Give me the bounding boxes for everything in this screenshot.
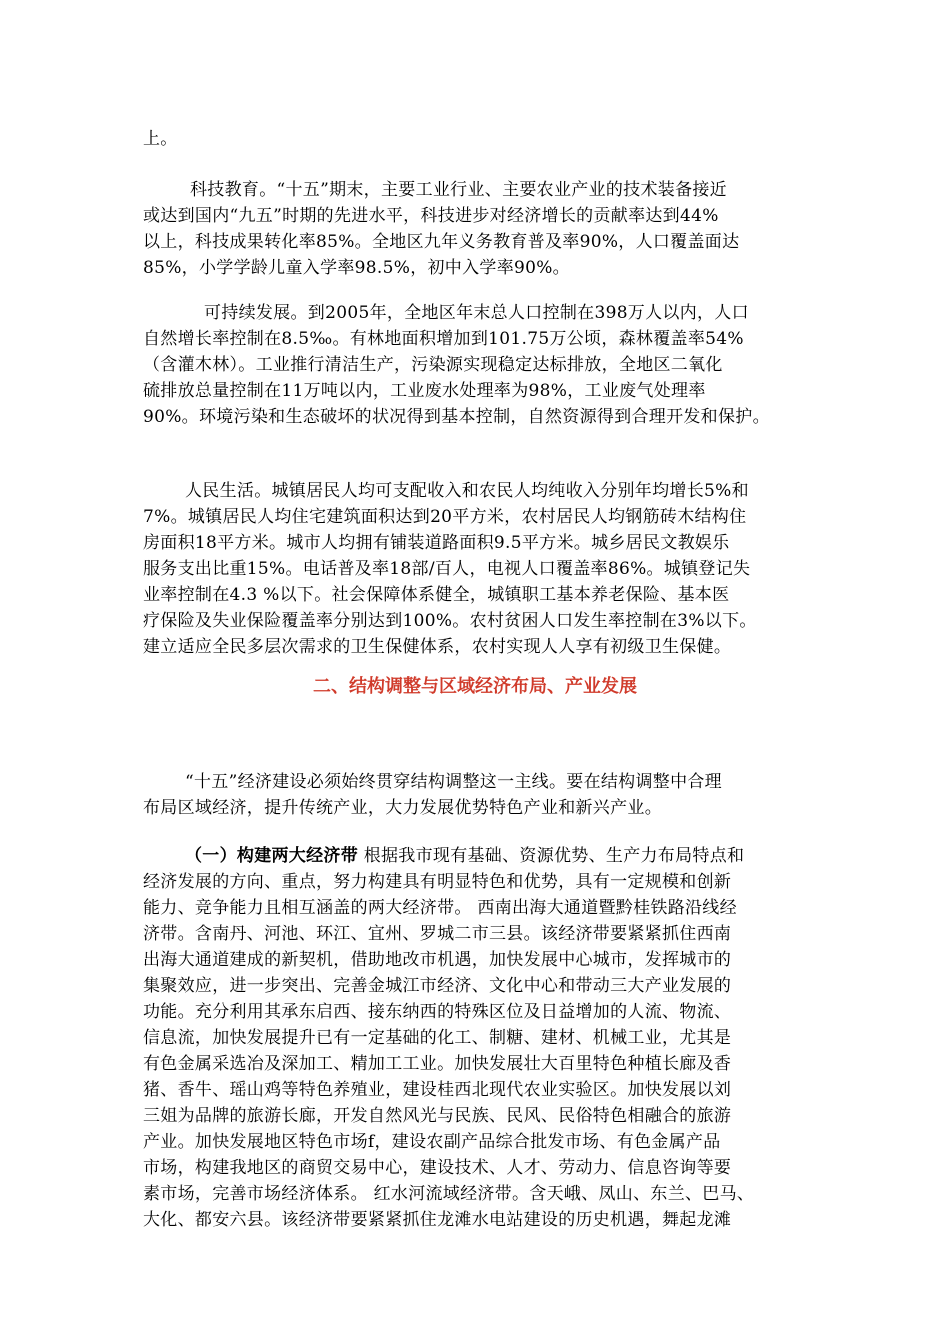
text-line [185,844,744,868]
text-line: 硫排放总量控制在11万吨以内，工业废水处理率为98%，工业废气处理率 [143,381,706,401]
text-line: 济带。含南丹、河池、环江、宜州、罗城二市三县。该经济带要紧紧抓住西南 [143,924,732,944]
text-line: 信息流，加快发展提升已有一定基础的化工、制糖、建材、机械工业，尤其是 [143,1028,732,1048]
paragraph-fragment: 上。 [143,129,178,149]
section-heading: 二、结构调整与区域经济布局、产业发展 [313,676,637,697]
text-line: 房面积18平方米。城市人均拥有铺装道路面积9.5平方米。城乡居民文教娱乐 [143,533,730,553]
text-line: 7%。城镇居民人均住宅建筑面积达到20平方米，农村居民人均钢筋砖木结构住 [143,507,747,527]
text-line: 能力、竞争能力且相互涵盖的两大经济带。 西南出海大通道暨黔桂铁路沿线经 [143,898,737,918]
text-line: 90%。环境污染和生态破坏的状况得到基本控制，自然资源得到合理开发和保护。 [143,407,770,427]
text-span: 根据我市现有基础、资源优势、生产力布局特点和 [358,846,745,866]
text-line: 产业。加快发展地区特色市场f，建设农副产品综合批发市场、有色金属产品 [143,1132,721,1152]
text-line: 或达到国内“九五”时期的先进水平，科技进步对经济增长的贡献率达到44% [143,206,719,226]
text-line: 科技教育。“十五”期末，主要工业行业、主要农业产业的技术装备接近 [190,180,727,200]
text-line: 以上，科技成果转化率85%。全地区九年义务教育普及率90%，人口覆盖面达 [143,232,740,252]
text-line: 可持续发展。到2005年，全地区年末总人口控制在398万人以内，人口 [204,303,749,323]
text-line: “十五”经济建设必须始终贯穿结构调整这一主线。要在结构调整中合理 [185,772,722,792]
text-line: 集聚效应，进一步突出、完善金城江市经济、文化中心和带动三大产业发展的 [143,976,732,996]
text-line: 服务支出比重15%。电话普及率18部/百人，电视人口覆盖率86%。城镇登记失 [143,559,751,579]
text-line: 三姐为品牌的旅游长廊，开发自然风光与民族、民风、民俗特色相融合的旅游 [143,1106,732,1126]
text-line: 85%，小学学龄儿童入学率98.5%，初中入学率90%。 [143,258,570,278]
text-line: 业率控制在4.3 %以下。社会保障体系健全，城镇职工基本养老保险、基本医 [143,585,730,605]
text-line: 自然增长率控制在8.5‰。有林地面积增加到101.75万公顷，森林覆盖率54% [143,329,744,349]
text-line: 出海大通道建成的新契机，借助地改市机遇，加快发展中心城市，发挥城市的 [143,950,732,970]
text-line: 经济发展的方向、重点，努力构建具有明显特色和优势，具有一定规模和创新 [143,872,732,892]
text-line: 人民生活。城镇居民人均可支配收入和农民人均纯收入分别年均增长5%和 [185,481,749,501]
text-line: （含灌木林）。工业推行清洁生产，污染源实现稳定达标排放，全地区二氧化 [143,355,723,375]
subsection-title: （一）构建两大经济带 [185,846,358,866]
text-line: 疗保险及失业保险覆盖率分别达到100%。农村贫困人口发生率控制在3%以下。 [143,611,757,631]
text-line: 布局区域经济，提升传统产业，大力发展优势特色产业和新兴产业。 [143,798,662,818]
text-line: 市场，构建我地区的商贸交易中心，建设技术、人才、劳动力、信息咨询等要 [143,1158,732,1178]
text-line: 有色金属采选冶及深加工、精加工工业。加快发展壮大百里特色种植长廊及香 [143,1054,732,1074]
text-line: 大化、都安六县。该经济带要紧紧抓住龙滩水电站建设的历史机遇，舞起龙滩 [143,1210,732,1230]
text-line: 功能。充分利用其承东启西、接东纳西的特殊区位及日益增加的人流、物流、 [143,1002,732,1022]
text-line: 建立适应全民多层次需求的卫生保健体系，农村实现人人享有初级卫生保健。 [143,637,732,657]
text-line: 素市场，完善市场经济体系。 红水河流域经济带。含天峨、凤山、东兰、巴马、 [143,1184,755,1204]
text-line: 猪、香牛、瑶山鸡等特色养殖业，建设桂西北现代农业实验区。加快发展以刘 [143,1080,732,1100]
